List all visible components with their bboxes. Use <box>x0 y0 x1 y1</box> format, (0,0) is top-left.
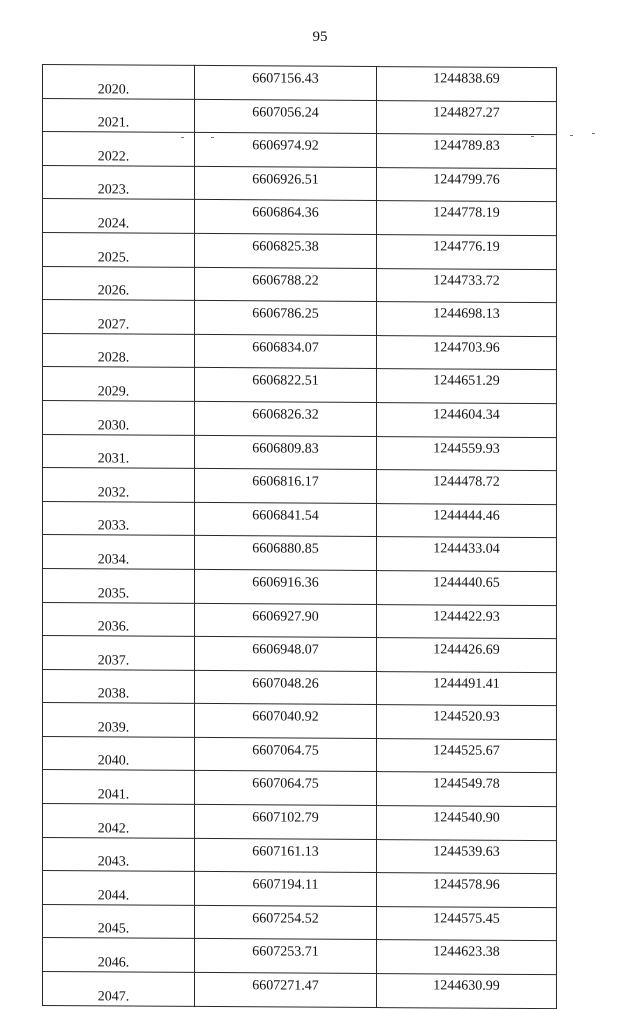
table-row <box>43 938 557 975</box>
table-row <box>43 468 557 505</box>
y-coordinate-cell: 1244623.38 <box>377 940 557 975</box>
point-number-cell: 2036. <box>43 602 195 637</box>
y-coordinate-cell: 1244578.96 <box>377 873 557 908</box>
table-row <box>43 333 557 370</box>
y-coordinate-cell: 1244426.69 <box>377 638 557 673</box>
x-coordinate-cell: 6606822.51 <box>195 368 377 403</box>
scan-speck <box>592 133 595 134</box>
page-number: 95 <box>312 29 328 45</box>
x-coordinate-cell: 6606927.90 <box>195 603 377 638</box>
y-coordinate-cell: 1244559.93 <box>377 436 557 471</box>
table-row <box>43 871 557 908</box>
table-row <box>43 501 557 538</box>
x-coordinate-cell: 6606816.17 <box>195 469 377 504</box>
point-number-cell: 2029. <box>43 367 195 402</box>
table-row <box>43 736 557 773</box>
table-row <box>43 199 557 236</box>
point-number-cell: 2045. <box>43 904 195 939</box>
table-row <box>43 770 557 807</box>
point-number-cell: 2035. <box>43 568 195 603</box>
y-coordinate-cell: 1244698.13 <box>377 302 557 337</box>
y-coordinate-cell: 1244789.83 <box>377 134 557 169</box>
y-coordinate-cell: 1244799.76 <box>377 167 557 202</box>
point-number-cell: 2038. <box>43 669 195 704</box>
point-number-cell: 2025. <box>43 232 195 267</box>
y-coordinate-cell: 1244651.29 <box>377 369 557 404</box>
table-row <box>43 535 557 572</box>
y-coordinate-cell: 1244491.41 <box>377 671 557 706</box>
y-coordinate-cell: 1244776.19 <box>377 235 557 270</box>
table-row <box>43 400 557 437</box>
point-number-cell: 2034. <box>43 535 195 570</box>
y-coordinate-cell: 1244604.34 <box>377 402 557 437</box>
x-coordinate-cell: 6606834.07 <box>195 334 377 369</box>
y-coordinate-cell: 1244778.19 <box>377 201 557 236</box>
y-coordinate-cell: 1244525.67 <box>377 738 557 773</box>
x-coordinate-cell: 6606916.36 <box>195 569 377 604</box>
x-coordinate-cell: 6607056.24 <box>195 99 377 134</box>
x-coordinate-cell: 6607064.75 <box>195 771 377 806</box>
point-number-cell: 2041. <box>43 770 195 805</box>
x-coordinate-cell: 6607040.92 <box>195 704 377 739</box>
table-row <box>43 837 557 874</box>
point-number-cell: 2027. <box>43 300 195 335</box>
x-coordinate-cell: 6606841.54 <box>195 502 377 537</box>
point-number-cell: 2043. <box>43 837 195 872</box>
scan-speck <box>181 137 184 138</box>
x-coordinate-cell: 6607048.26 <box>195 670 377 705</box>
point-number-cell: 2046. <box>43 938 195 973</box>
point-number-cell: 2021. <box>43 98 195 133</box>
y-coordinate-cell: 1244575.45 <box>377 906 557 941</box>
coordinates-table-body <box>43 65 557 1009</box>
point-number-cell: 2022. <box>43 132 195 167</box>
x-coordinate-cell: 6606788.22 <box>195 267 377 302</box>
scan-speck <box>531 136 534 137</box>
table-row <box>43 266 557 303</box>
x-coordinate-cell: 6606809.83 <box>195 435 377 470</box>
y-coordinate-cell: 1244433.04 <box>377 537 557 572</box>
x-coordinate-cell: 6606786.25 <box>195 301 377 336</box>
table-row <box>43 300 557 337</box>
table-row <box>43 602 557 639</box>
table-row <box>43 804 557 841</box>
point-number-cell: 2033. <box>43 501 195 536</box>
table-row <box>43 65 557 102</box>
scan-speck <box>570 135 573 136</box>
point-number-cell: 2026. <box>43 266 195 301</box>
point-number-cell: 2039. <box>43 703 195 738</box>
x-coordinate-cell: 6606864.36 <box>195 200 377 235</box>
point-number-cell: 2020. <box>43 65 195 100</box>
y-coordinate-cell: 1244827.27 <box>377 100 557 135</box>
point-number-cell: 2037. <box>43 636 195 671</box>
table-row <box>43 669 557 706</box>
x-coordinate-cell: 6607064.75 <box>195 737 377 772</box>
x-coordinate-cell: 6607271.47 <box>195 972 377 1007</box>
table-row <box>43 568 557 605</box>
table-row <box>43 98 557 135</box>
x-coordinate-cell: 6606880.85 <box>195 536 377 571</box>
x-coordinate-cell: 6607254.52 <box>195 905 377 940</box>
point-number-cell: 2040. <box>43 736 195 771</box>
y-coordinate-cell: 1244539.63 <box>377 839 557 874</box>
point-number-cell: 2032. <box>43 468 195 503</box>
point-number-cell: 2030. <box>43 400 195 435</box>
x-coordinate-cell: 6607161.13 <box>195 838 377 873</box>
scan-speck <box>211 137 214 138</box>
x-coordinate-cell: 6606926.51 <box>195 166 377 201</box>
table-row <box>43 972 557 1009</box>
x-coordinate-cell: 6607194.11 <box>195 872 377 907</box>
x-coordinate-cell: 6606948.07 <box>195 637 377 672</box>
x-coordinate-cell: 6606826.32 <box>195 401 377 436</box>
y-coordinate-cell: 1244440.65 <box>377 570 557 605</box>
x-coordinate-cell: 6606974.92 <box>195 133 377 168</box>
y-coordinate-cell: 1244630.99 <box>377 974 557 1009</box>
x-coordinate-cell: 6607156.43 <box>195 65 377 100</box>
y-coordinate-cell: 1244422.93 <box>377 604 557 639</box>
table-row <box>43 232 557 269</box>
y-coordinate-cell: 1244540.90 <box>377 806 557 841</box>
table-row <box>43 165 557 202</box>
table-row <box>43 434 557 471</box>
table-row <box>43 703 557 740</box>
y-coordinate-cell: 1244444.46 <box>377 503 557 538</box>
y-coordinate-cell: 1244703.96 <box>377 335 557 370</box>
point-number-cell: 2044. <box>43 871 195 906</box>
point-number-cell: 2031. <box>43 434 195 469</box>
y-coordinate-cell: 1244549.78 <box>377 772 557 807</box>
table-row <box>43 132 557 169</box>
table-row <box>43 367 557 404</box>
table-row <box>43 636 557 673</box>
y-coordinate-cell: 1244478.72 <box>377 470 557 505</box>
table-row <box>43 904 557 941</box>
y-coordinate-cell: 1244520.93 <box>377 705 557 740</box>
point-number-cell: 2047. <box>43 972 195 1007</box>
point-number-cell: 2024. <box>43 199 195 234</box>
y-coordinate-cell: 1244838.69 <box>377 67 557 102</box>
point-number-cell: 2028. <box>43 333 195 368</box>
x-coordinate-cell: 6606825.38 <box>195 233 377 268</box>
y-coordinate-cell: 1244733.72 <box>377 268 557 303</box>
point-number-cell: 2023. <box>43 165 195 200</box>
x-coordinate-cell: 6607253.71 <box>195 939 377 974</box>
coordinates-table <box>42 64 557 1009</box>
point-number-cell: 2042. <box>43 804 195 839</box>
x-coordinate-cell: 6607102.79 <box>195 804 377 839</box>
